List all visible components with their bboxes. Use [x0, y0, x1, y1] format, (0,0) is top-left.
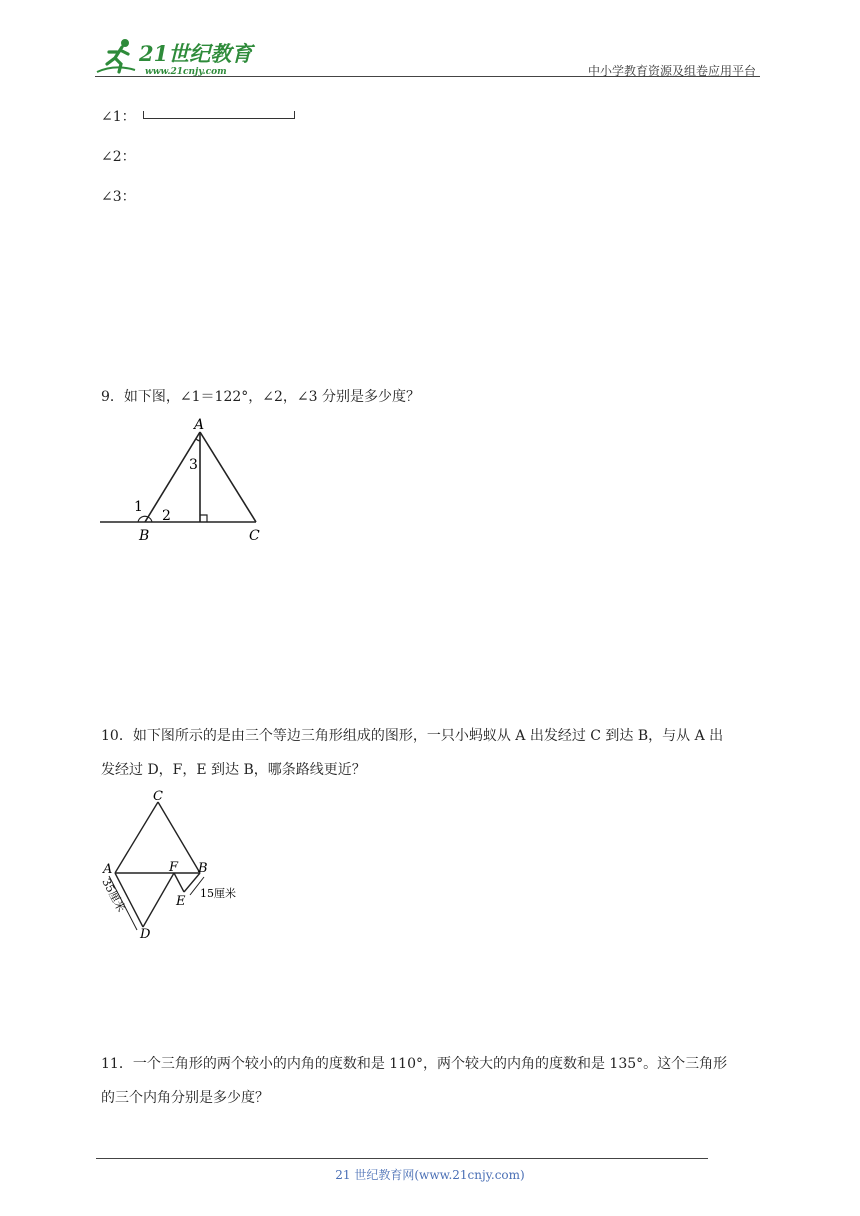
question-10-line-1: 10．如下图所示的是由三个等边三角形组成的图形，一只小蚂蚁从 A 出发经过 C 到达 B，与从 A 出	[101, 728, 724, 744]
label-d: D	[140, 927, 151, 940]
label-b: B	[139, 528, 150, 544]
label-3: 3	[189, 457, 198, 473]
runner-icon	[97, 39, 135, 72]
side-cb	[158, 802, 200, 873]
logo-url: www.21cnjy.com	[145, 67, 227, 77]
footer-link[interactable]: 21 世纪教育网(www.21cnjy.com)	[335, 1168, 525, 1182]
answer-angle-2: ∠2：	[101, 149, 136, 165]
logo-text: 21世纪教育	[139, 41, 253, 66]
label-a: A	[194, 417, 205, 433]
figure-question-10	[94, 785, 249, 940]
right-angle-mark	[200, 515, 207, 522]
side-fe	[174, 873, 184, 892]
question-9: 9．如下图，∠1＝122°，∠2，∠3 分别是多少度？	[101, 389, 420, 405]
dim-be-label: 15厘米	[200, 887, 236, 900]
header-tagline: 中小学教育资源及组卷应用平台	[587, 64, 756, 78]
side-ab	[145, 432, 200, 522]
question-11-line-1: 11．一个三角形的两个较小的内角的度数和是 110°，两个较大的内角的度数和是 135°。这个三角形	[101, 1056, 728, 1072]
footer-divider	[96, 1158, 708, 1159]
side-ac	[115, 802, 158, 873]
label-2: 2	[162, 508, 171, 524]
question-11-line-2: 的三个内角分别是多少度？	[101, 1090, 269, 1106]
label-b: B	[198, 861, 208, 876]
label-c: C	[153, 789, 163, 804]
label-f: F	[169, 860, 179, 875]
answer-angle-3: ∠3：	[101, 189, 136, 205]
figure-question-9	[96, 414, 276, 549]
label-a: A	[103, 862, 113, 877]
answer-angle-1: ∠1：	[101, 109, 136, 125]
answer-blank	[143, 111, 295, 119]
side-df	[143, 873, 174, 927]
site-logo	[95, 34, 260, 78]
side-ac	[200, 432, 256, 522]
label-c: C	[249, 528, 260, 544]
label-1: 1	[134, 499, 143, 515]
header-divider	[95, 76, 760, 77]
question-10-line-2: 发经过 D，F，E 到达 B，哪条路线更近？	[101, 762, 366, 778]
label-e: E	[176, 894, 186, 909]
dim-ad-label: 35厘米	[99, 876, 128, 915]
